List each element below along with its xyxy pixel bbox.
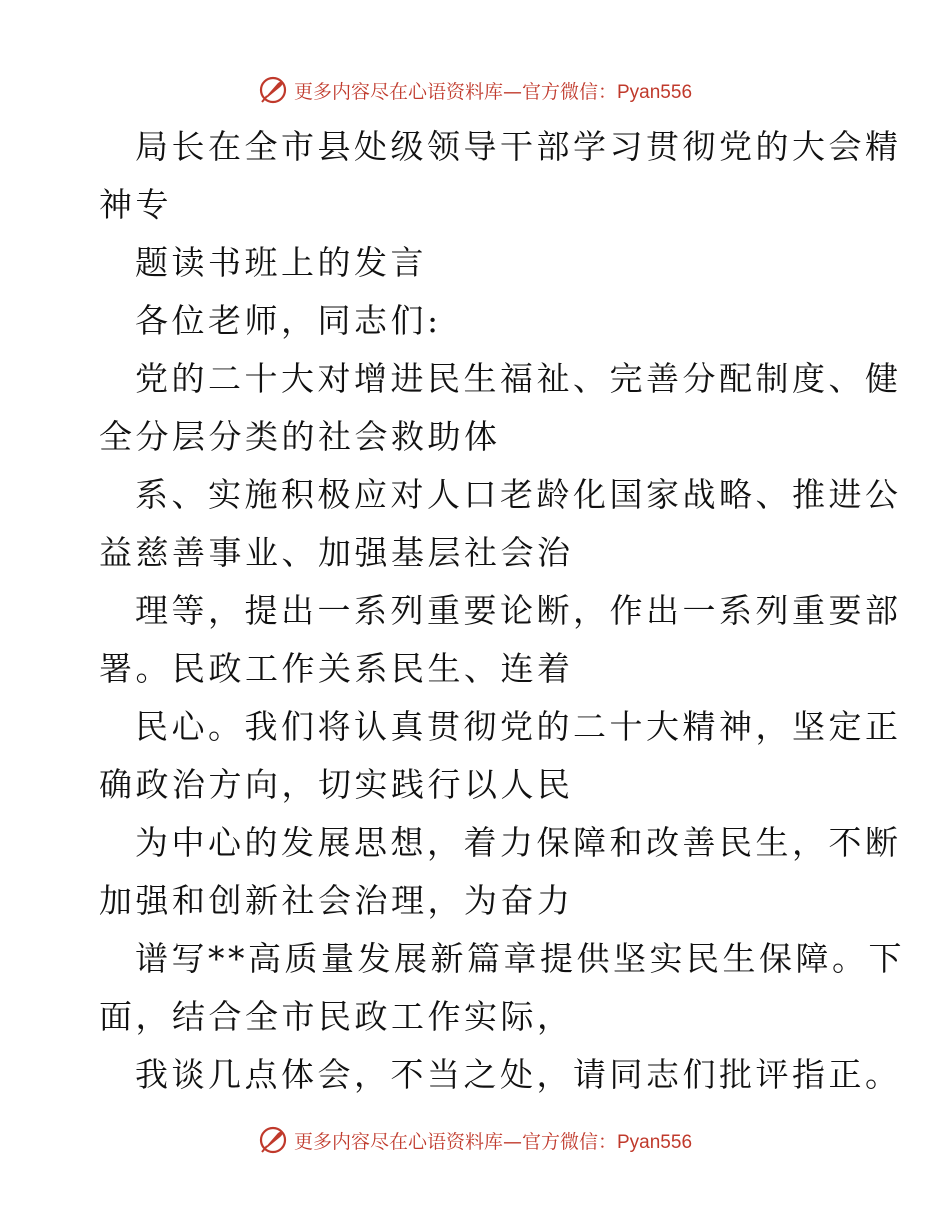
header-banner-text: 更多内容尽在心语资料库—官方微信：Pyan556 xyxy=(293,80,693,103)
text-line: 我谈几点体会，不当之处，请同志们批评指正。 xyxy=(135,1055,902,1094)
document-body xyxy=(99,118,905,1104)
text-line: 加强和创新社会治理，为奋力 xyxy=(99,881,574,920)
feather-quill-logo xyxy=(258,75,288,105)
text-line: 署。民政工作关系民生、连着 xyxy=(99,649,574,688)
text-line: 确政治方向，切实践行以人民 xyxy=(99,765,574,804)
text-line: 题读书班上的发言 xyxy=(135,243,427,282)
text-line: 局长在全市县处级领导干部学习贯彻党的大会精 xyxy=(135,127,902,166)
text-line: 理等，提出一系列重要论断，作出一系列重要部 xyxy=(135,591,902,630)
footer-banner-text: 更多内容尽在心语资料库—官方微信：Pyan556 xyxy=(293,1130,693,1153)
header-banner xyxy=(0,73,950,107)
text-line: 面，结合全市民政工作实际， xyxy=(99,997,574,1036)
text-line: 民心。我们将认真贯彻党的二十大精神，坚定正 xyxy=(135,707,902,746)
text-line: 全分层分类的社会救助体 xyxy=(99,417,501,456)
text-line: 益慈善事业、加强基层社会治 xyxy=(99,533,574,572)
footer-banner xyxy=(0,1123,950,1157)
text-line: 党的二十大对增进民生福祉、完善分配制度、健 xyxy=(135,359,902,398)
text-line: 为中心的发展思想，着力保障和改善民生，不断 xyxy=(135,823,902,862)
text-line: 神专 xyxy=(99,185,172,224)
text-line: 谱写**高质量发展新篇章提供坚实民生保障。下 xyxy=(135,939,905,978)
text-line: 系、实施积极应对人口老龄化国家战略、推进公 xyxy=(135,475,902,514)
text-line: 各位老师，同志们: xyxy=(135,301,442,340)
feather-quill-logo xyxy=(258,1125,288,1155)
